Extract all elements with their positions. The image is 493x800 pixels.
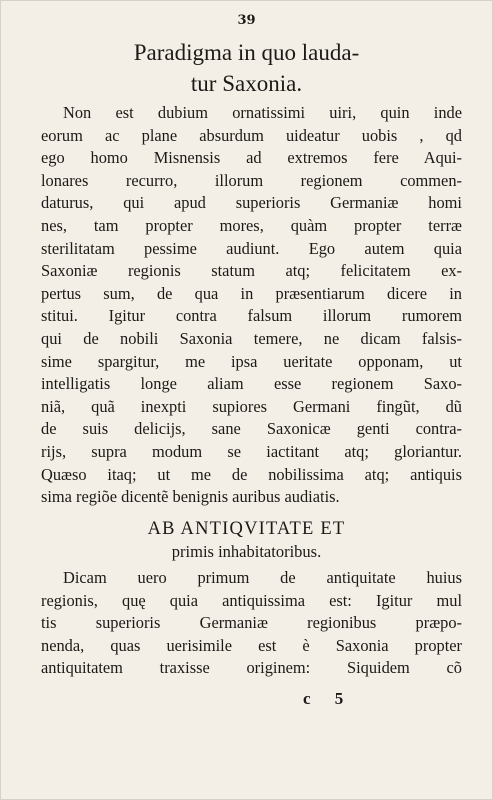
text-line: niã, quã inexpti supiores Germani fingũt, dũ xyxy=(41,396,462,416)
paragraph-2 xyxy=(41,567,462,680)
text-line: sime spargitur, me ipsa ueritate opponam, ut xyxy=(41,351,462,371)
title-line: Paradigma in quo lauda- xyxy=(133,40,360,65)
text-line: Non est dubium ornatissimi uiri, quin inde xyxy=(63,103,462,122)
text-line: antiquitatem traxisse originem: Siquidem cõ xyxy=(41,658,462,678)
page-title xyxy=(41,37,452,99)
text-line: de suis delicijs, sane Saxonicæ genti contra- xyxy=(41,419,462,439)
text-line: eorum ac plane absurdum uideatur uobis , qd xyxy=(41,125,462,145)
section-heading xyxy=(41,517,452,563)
text-line: Saxoniæ regionis statum atq; felicitatem ex- xyxy=(41,261,462,281)
text-line: pertus sum, de qua in præsentiarum dicere in xyxy=(41,283,462,303)
text-line: regionis, quę quia antiquissima est: Igitur mul xyxy=(41,590,462,610)
text-line: Dicam uero primum de antiquitate huius xyxy=(63,568,462,587)
text-line: daturus, qui apud superioris Germaniæ homi xyxy=(41,193,462,213)
section-heading-subline: primis inhabitatoribus. xyxy=(171,542,322,561)
text-line: nes, tam propter mores, quàm propter terræ xyxy=(41,215,462,235)
text-line: nenda, quas uerisimile est è Saxonia propter xyxy=(41,635,462,655)
title-line: tur Saxonia. xyxy=(190,71,303,96)
paragraph-1 xyxy=(41,102,462,509)
signature-mark: c 5 xyxy=(303,689,354,708)
text-line: Quæso itaq; ut me de nobilissima atq; antiquis xyxy=(41,464,462,484)
text-line: sterilitatam pessime audiunt. Ego autem quia xyxy=(41,238,462,258)
page-number: 39 xyxy=(237,13,256,28)
text-line: sima regiõe dicentẽ benignis auribus audiatis. xyxy=(41,487,340,507)
text-line: stitui. Igitur contra falsum illorum rumorem xyxy=(41,306,462,326)
text-line: intelligatis longe aliam esse regionem Saxo- xyxy=(41,374,462,394)
text-line: rijs, supra modum se iactitant atq; gloriantur. xyxy=(41,441,462,461)
text-line: tis superioris Germaniæ regionibus præpo- xyxy=(41,613,462,633)
text-line: lonares recurro, illorum regionem commen- xyxy=(41,170,462,190)
text-line: ego homo Misnensis ad extremos fere Aqui- xyxy=(41,148,462,168)
section-heading-line: AB ANTIQVITATE ET xyxy=(147,519,346,539)
text-line: qui de nobili Saxonia temere, ne dicam falsis- xyxy=(41,328,462,348)
